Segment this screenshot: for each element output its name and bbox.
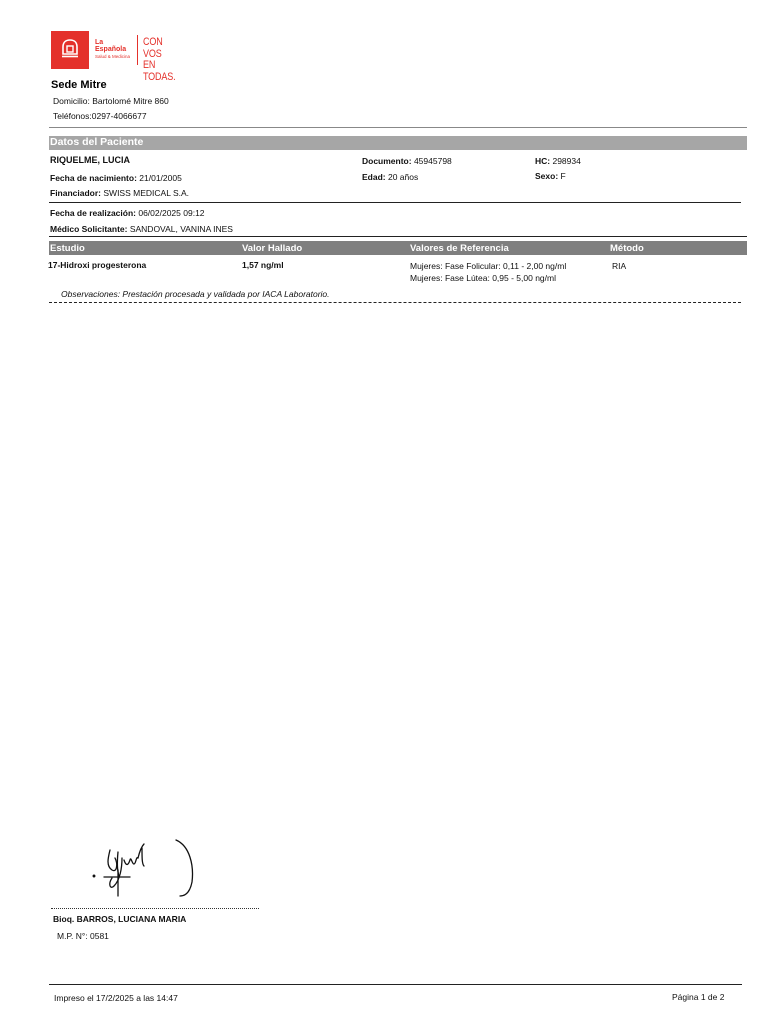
doctor-value: SANDOVAL, VANINA INES bbox=[127, 224, 233, 234]
logo-tagline-line1: CON VOS bbox=[143, 36, 163, 60]
col-estudio: Estudio bbox=[50, 243, 85, 254]
patient-name: RIQUELME, LUCIA bbox=[50, 155, 130, 165]
logo-brand-line2: Salud & Medicina bbox=[95, 54, 131, 59]
requesting-doctor bbox=[50, 224, 233, 234]
logo-red-square bbox=[51, 31, 89, 69]
patient-age bbox=[362, 172, 418, 182]
result-valor: 1,57 ng/ml bbox=[242, 260, 284, 270]
sex-label: Sexo: bbox=[535, 171, 559, 181]
brand-logo bbox=[51, 31, 185, 83]
hc-label: HC: bbox=[535, 156, 551, 166]
footer-divider bbox=[49, 984, 742, 985]
signer-name: Bioq. BARROS, LUCIANA MARIA bbox=[53, 914, 187, 924]
result-referencia-1: Mujeres: Fase Folicular: 0,11 - 2,00 ng/ml bbox=[410, 261, 567, 271]
result-referencia-2: Mujeres: Fase Lútea: 0,95 - 5,00 ng/ml bbox=[410, 273, 556, 283]
col-metodo: Método bbox=[610, 243, 644, 254]
logo-tagline-line2: EN TODAS. bbox=[143, 59, 176, 83]
doctor-label: Médico Solicitante: bbox=[50, 224, 128, 234]
sede-title: Sede Mitre bbox=[51, 79, 107, 91]
header-divider bbox=[49, 127, 747, 128]
patient-section-title: Datos del Paciente bbox=[50, 136, 144, 148]
exam-date bbox=[50, 208, 205, 218]
patient-sex bbox=[535, 171, 566, 181]
birthdate-value: 21/01/2005 bbox=[136, 173, 182, 183]
page-number: Página 1 de 2 bbox=[672, 992, 725, 1002]
bell-shield-icon bbox=[61, 39, 79, 59]
exam-date-label: Fecha de realización: bbox=[50, 208, 136, 218]
logo-separator bbox=[137, 35, 138, 65]
result-estudio: 17-Hidroxi progesterona bbox=[48, 260, 147, 270]
age-value: 20 años bbox=[385, 172, 419, 182]
insurer-value: SWISS MEDICAL S.A. bbox=[101, 188, 190, 198]
logo-tagline bbox=[143, 37, 177, 83]
col-valor: Valor Hallado bbox=[242, 243, 303, 254]
patient-birthdate bbox=[50, 173, 182, 183]
sede-phone: Teléfonos:0297-4066677 bbox=[53, 111, 147, 121]
document-label: Documento: bbox=[362, 156, 412, 166]
results-dotted-divider bbox=[49, 302, 741, 303]
table-top-line bbox=[49, 236, 747, 237]
patient-document bbox=[362, 156, 452, 166]
patient-insurer bbox=[50, 188, 189, 198]
birthdate-label: Fecha de nacimiento: bbox=[50, 173, 137, 183]
sex-value: F bbox=[558, 171, 566, 181]
results-header-bar bbox=[49, 241, 747, 255]
print-date: Impreso el 17/2/2025 a las 14:47 bbox=[54, 993, 178, 1003]
logo-brand-line1: La Española bbox=[95, 39, 127, 53]
signature-line bbox=[51, 908, 259, 909]
age-label: Edad: bbox=[362, 172, 386, 182]
sede-address: Domicilio: Bartolomé Mitre 860 bbox=[53, 96, 169, 106]
logo-brand-text bbox=[95, 39, 135, 59]
patient-section-bar bbox=[49, 136, 747, 150]
hc-value: 298934 bbox=[550, 156, 581, 166]
observations: Observaciones: Prestación procesada y validada por IACA Laboratorio. bbox=[61, 289, 330, 299]
col-referencia: Valores de Referencia bbox=[410, 243, 509, 254]
insurer-label: Financiador: bbox=[50, 188, 102, 198]
signer-license: M.P. N°: 0581 bbox=[57, 931, 109, 941]
patient-hc bbox=[535, 156, 581, 166]
signature-image bbox=[84, 830, 222, 902]
document-value: 45945798 bbox=[411, 156, 452, 166]
exam-date-value: 06/02/2025 09:12 bbox=[135, 208, 205, 218]
patient-divider bbox=[49, 202, 741, 203]
result-metodo: RIA bbox=[612, 261, 627, 271]
